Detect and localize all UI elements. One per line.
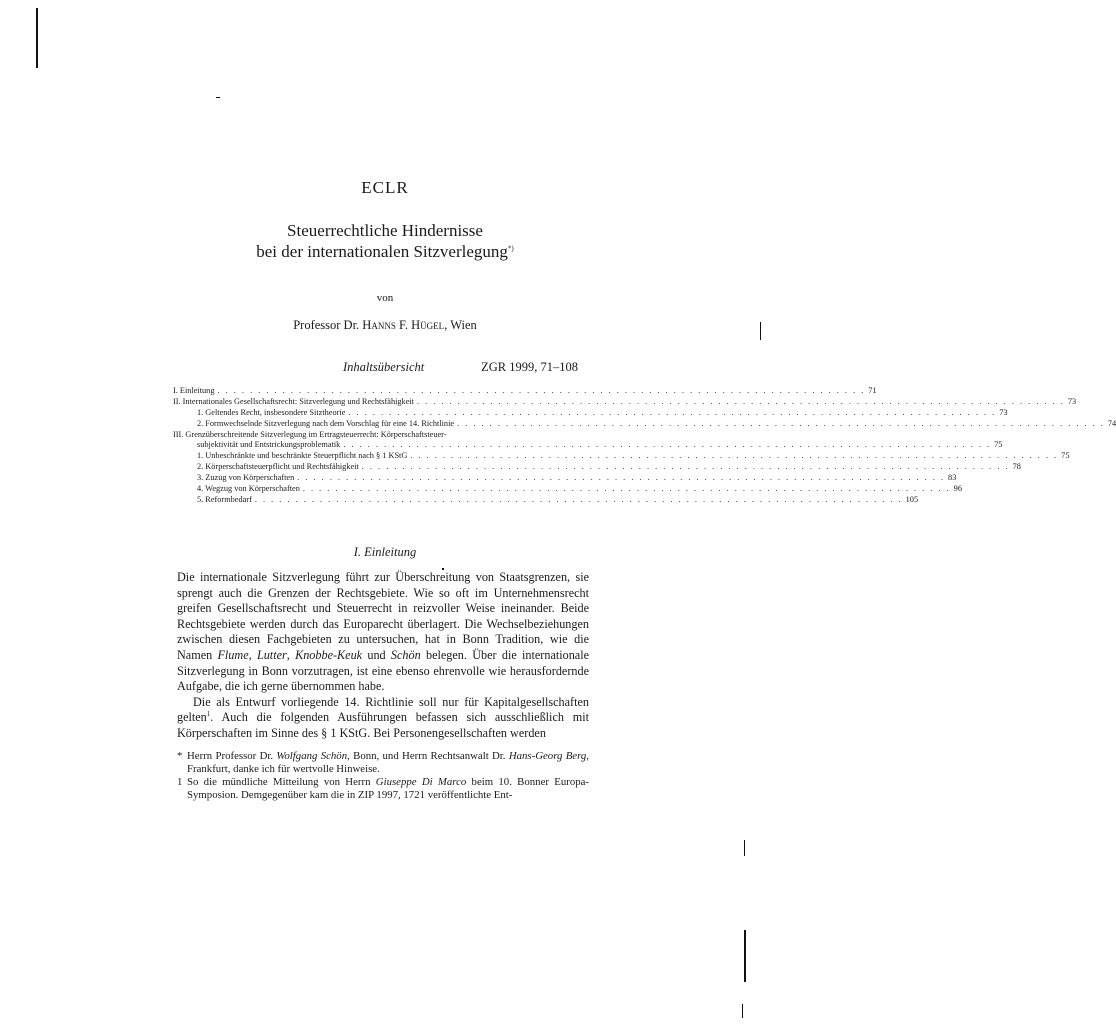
toc-entry-page: 74 — [1107, 418, 1116, 428]
toc-entry — [173, 440, 1003, 451]
toc-entry — [173, 494, 919, 506]
toc-header — [173, 360, 578, 378]
scan-edge-line-top-left — [36, 8, 38, 68]
name-lutter: Lutter — [256, 647, 287, 662]
paragraph-2 — [177, 695, 589, 742]
fn-name: Wolfgang Schön — [276, 750, 348, 762]
footnote-ref-1: 1 — [206, 710, 211, 719]
fn-name: Giuseppe Di Marco — [375, 776, 467, 788]
toc-entry-page: 83 — [948, 473, 957, 483]
author-name: Hanns F. Hügel — [362, 318, 445, 332]
toc-leader-dots: . . . . . . . . . . . . . . . . . . . . . . . . . . . . . . . . . . . . . . . . . . . . . . . . . . . . . . . . . . . . . . . . . . . . . . . . . . . . . . . . — [254, 494, 903, 504]
scan-edge-line-right-lower — [744, 840, 745, 856]
p1-text: Die internationale Sitzverlegung führt zur Überschreitung von Staatsgrenzen, sie sprengt auch die Grenzen der Rechtsgebiete. Wie so oft im Unternehmensrecht greifen Gesellschaftsrecht und Steuerrecht in reizvoller Weise ineinander. Beide Rechtsgebiete werden durch das Europarecht überlagert. Die Wechselbeziehungen zwischen diesen Fachgebieten zu untersuchen, hat in Bonn Tradition, wie die Namen — [177, 570, 589, 662]
toc-leader-dots: . . . . . . . . . . . . . . . . . . . . . . . . . . . . . . . . . . . . . . . . . . . . . . . . . . . . . . . . . . . . . . . . . . . . . . . . . . . . . . . . — [343, 440, 992, 450]
journal-reference: ZGR 1999, 71–108 — [481, 360, 578, 374]
toc-entry-page: 75 — [994, 440, 1003, 450]
name-schoen: Schön — [390, 647, 421, 662]
sep: und — [362, 647, 391, 662]
author-by: von — [376, 292, 394, 304]
toc-entry — [173, 473, 957, 484]
author-prefix: Professor Dr. — [293, 318, 363, 332]
sep: , — [248, 647, 257, 662]
fn-text: So die mündliche Mitteilung von Herrn — [187, 776, 376, 788]
toc-leader-dots: . . . . . . . . . . . . . . . . . . . . . . . . . . . . . . . . . . . . . . . . . . . . . . . . . . . . . . . . . . . . . . . . . . . . . . . . . . . . . . . . — [302, 484, 951, 494]
toc-leader-dots: . . . . . . . . . . . . . . . . . . . . . . . . . . . . . . . . . . . . . . . . . . . . . . . . . . . . . . . . . . . . . . . . . . . . . . . . . . . . . . . . — [348, 407, 997, 417]
scan-tick-top — [216, 97, 220, 98]
scan-edge-line-right-bottom — [744, 930, 746, 982]
name-knobbe-keuk: Knobbe-Keuk — [295, 647, 363, 662]
toc-leader-dots: . . . . . . . . . . . . . . . . . . . . . . . . . . . . . . . . . . . . . . . . . . . . . . . . . . . . . . . . . . . . . . . . . . . . . . . . . . . . . . . . — [410, 451, 1059, 461]
toc-entry-label: II. Internationales Gesellschaftsrecht: Sitzverlegung und Rechtsfähigkeit — [173, 396, 414, 406]
toc-entry-page: 105 — [905, 494, 919, 504]
title-footnote-mark: *) — [507, 244, 514, 253]
fn-text: beim 10. Bonner Europa-Symposion. Demgegenüber kam die in ZIP 1997, 1721 veröffentlichte Ent- — [187, 776, 590, 801]
toc-entry-label: subjektivität und Entstrickungsproblematik — [197, 440, 341, 450]
fn-text: , Bonn, und Herrn Rechtsanwalt Dr. — [347, 750, 509, 762]
article-title-line-2-text: bei der internationalen Sitzverlegung — [256, 242, 508, 261]
toc-heading: Inhaltsübersicht — [343, 360, 425, 374]
article-title-line-2 — [0, 242, 770, 262]
sep: , — [286, 647, 296, 662]
footnote-1-text — [187, 776, 589, 802]
toc-entry — [173, 430, 578, 441]
fn-name: Hans-Georg Berg — [508, 750, 587, 762]
toc-entry-page: 73 — [999, 407, 1008, 417]
toc-entry — [173, 407, 1008, 419]
scan-edge-line-right-end — [742, 1004, 743, 1018]
toc-entry — [173, 386, 877, 397]
footnote-star — [177, 750, 589, 776]
author-line — [0, 318, 770, 333]
toc-entry-label: 2. Körperschaftsteuerpflicht und Rechtsfähigkeit — [197, 462, 359, 472]
name-flume: Flume — [217, 647, 249, 662]
footnote-star-text — [187, 750, 589, 776]
toc-leader-dots: . . . . . . . . . . . . . . . . . . . . . . . . . . . . . . . . . . . . . . . . . . . . . . . . . . . . . . . . . . . . . . . . . . . . . . . . . . . . . . . . — [217, 386, 866, 395]
author-suffix: , Wien — [444, 318, 477, 332]
table-of-contents — [173, 386, 1116, 506]
footnote-1 — [177, 776, 589, 802]
toc-leader-dots: . . . . . . . . . . . . . . . . . . . . . . . . . . . . . . . . . . . . . . . . . . . . . . . . . . . . . . . . . . . . . . . . . . . . . . . . . . . . . . . . — [417, 396, 1065, 406]
toc-entry — [173, 418, 1116, 430]
section-heading: I. Einleitung — [353, 545, 417, 559]
toc-entry — [173, 396, 1077, 408]
toc-entry-label: 1. Geltendes Recht, insbesondere Sitztheorie — [197, 407, 346, 417]
toc-entry-label: 3. Zuzug von Körperschaften — [197, 473, 295, 483]
paragraph-1 — [177, 570, 589, 695]
toc-entry-label: 2. Formwechselnde Sitzverlegung nach dem Vorschlag für eine 14. Richtlinie — [197, 418, 455, 428]
article-title-line-1: Steuerrechtliche Hindernisse — [287, 221, 483, 240]
body-text — [177, 570, 589, 742]
toc-entry — [173, 451, 1070, 462]
toc-entry-label: I. Einleitung — [173, 386, 215, 395]
toc-leader-dots: . . . . . . . . . . . . . . . . . . . . . . . . . . . . . . . . . . . . . . . . . . . . . . . . . . . . . . . . . . . . . . . . . . . . . . . . . . . . . . . . — [457, 418, 1105, 428]
toc-entry-label: 4. Wegzug von Körperschaften — [197, 484, 300, 494]
p2-start: Die als Entwurf vorliegende 14. Richtlinie soll nur für Kapitalgesellschaften gelten — [177, 694, 589, 725]
fn-text: , Frankfurt, danke ich für wertvolle Hinweise. — [187, 750, 589, 775]
toc-leader-dots: . . . . . . . . . . . . . . . . . . . . . . . . . . . . . . . . . . . . . . . . . . . . . . . . . . . . . . . . . . . . . . . . . . . . . . . . . . . . . . . . — [297, 473, 946, 483]
p2-end: . Auch die folgenden Ausführungen befassen sich ausschließlich mit Körperschaften im Sinne des § 1 KStG. Bei Personengesellschaften werden — [177, 710, 589, 740]
toc-entry-page: 96 — [953, 484, 962, 494]
toc-entry — [173, 484, 962, 495]
toc-entry-page: 75 — [1061, 451, 1070, 461]
toc-entry-page: 71 — [868, 386, 877, 395]
toc-entry-label: 1. Unbeschränkte und beschränkte Steuerpflicht nach § 1 KStG — [197, 451, 408, 461]
fn-text: Herrn Professor Dr. — [187, 750, 277, 762]
toc-entry — [173, 462, 1021, 473]
toc-entry-page: 73 — [1067, 396, 1077, 406]
toc-entry-label: III. Grenzüberschreitende Sitzverlegung im Ertragsteuerrecht: Körperschaftsteuer- — [173, 429, 447, 439]
footnote-1-mark: 1 — [177, 776, 183, 788]
toc-leader-dots: . . . . . . . . . . . . . . . . . . . . . . . . . . . . . . . . . . . . . . . . . . . . . . . . . . . . . . . . . . . . . . . . . . . . . . . . . . . . . . . . — [361, 462, 1010, 472]
journal-name: ECLR — [361, 178, 409, 197]
toc-entry-label: 5. Reformbedarf — [197, 494, 252, 504]
p1-end: belegen. Über die internationale Sitzverlegung in Bonn vorzutragen, ist eine ebenso ehrenvolle wie herausfordernde Aufgabe, die ich gerne übernommen habe. — [177, 647, 590, 694]
toc-entry-page: 78 — [1012, 462, 1021, 472]
footnote-star-mark: * — [177, 750, 183, 762]
